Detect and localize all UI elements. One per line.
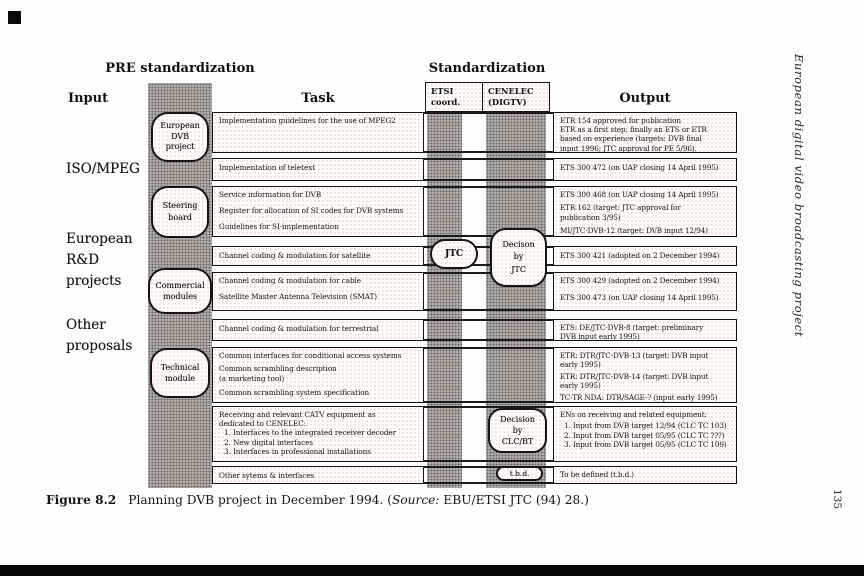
output-box-etr154: ETR 154 approved for publication ETR as a first step; finally an ETS or ETR based on experience (targets: DVB final input 1996; JTC approval for PE 5/96). [553,112,737,153]
etsi-coord-cell: ETSI coord. [426,83,483,111]
task-box-cable-smatv: Channel coding & modulation for cable Satellite Master Antenna Television (SMAT) [212,272,424,311]
standardization-columns-box [425,82,550,112]
output-box-ens-receiving: ENs on receiving and related equipment: 1. Input from DVB target 12/94 (CLC TC 103) 2. Input from DVB target 05/95 (CLC TC ???) 3. Input from DVB target 05/95 (CLC TC 109) [553,406,737,462]
connector-line [424,186,554,188]
running-head-vertical: European digital video broadcasting project [792,54,806,338]
connector-line [424,319,554,321]
scan-edge-bar [0,565,864,576]
task-box-terrestrial: Channel coding & modulation for terrestrial [212,319,424,341]
standardization-header: Standardization [428,61,546,76]
connector-line [424,460,554,462]
output-box-ets300468: ETS 300 468 (on UAP closing 14 April 1995) ETR 162 (target: JTC approval for publication 3/95) MI/JTC-DVB-12 (target: DVB input 12/94) [553,186,737,237]
cenelec-digtv-cell: CENELEC (DIGTV) [488,86,534,107]
figure-number: Figure 8.2 [46,493,117,507]
connector-line [424,339,554,341]
label-other-proposals: Other proposals [66,317,133,354]
task-box-mpeg2-guidelines: Implementation guidelines for the use of MPEG2 [212,112,424,153]
caption-text: Planning DVB project in December 1994. ( [128,493,392,507]
ellipse-technical-module: Technical module [150,348,210,398]
ellipse-commercial-modules: Commercial modules [148,268,212,314]
page-number: 135 [831,489,843,510]
label-european-rd-projects: European R&D projects [66,231,133,289]
ellipse-jtc: JTC [430,239,478,269]
ellipse-tbd: t.b.d. [496,466,543,481]
registration-mark [8,11,21,24]
connector-line [424,347,554,349]
pre-standardization-header: PRE standardization [105,61,255,76]
connector-line [424,482,554,484]
output-column-header: Output [619,91,671,106]
etsi-coord-band [427,112,462,488]
connector-line [424,309,554,311]
connector-line [424,179,554,181]
task-box-service-information: Service information for DVB Register for allocation of SI codes for DVB systems Guidelines for SI-implementation [212,186,424,237]
task-box-conditional-access: Common interfaces for conditional access systems Common scrambling description (a marketing tool) Common scrambling system specification [212,347,424,403]
output-box-dvb8: ETS: DE/JTC-DVB-8 (target: preliminary DVB input early 1995) [553,319,737,341]
figure-caption [46,493,589,507]
label-iso-mpeg: ISO/MPEG [66,161,140,177]
output-box-dvb13-14: ETR: DTR/JTC-DVB-13 (target: DVB input early 1995) ETR: DTR/JTC-DVB-14 (target: DVB input early 1995) TC-TR NDA: DTR/SAGE-? (input early 1995) [553,347,737,403]
connector-line [424,112,554,114]
connector-line [424,401,554,403]
connector-line [424,151,554,153]
connector-line [424,158,554,160]
output-box-ets300472: ETS 300 472 (on UAP closing 14 April 1995) [553,158,737,181]
caption-source-label: Source: [391,493,440,507]
output-box-ets300421: ETS 300 421 (adopted on 2 December 1994) [553,246,737,266]
ellipse-european-dvb-project: European DVB project [151,112,209,162]
ellipse-steering-board: Steering board [151,186,209,238]
task-box-other-systems: Other sytems & interfaces [212,466,424,484]
caption-source-rest: EBU/ETSI JTC (94) 28.) [439,493,589,507]
task-column-header: Task [301,91,335,106]
task-box-satellite: Channel coding & modulation for satellite [212,246,424,266]
shape-decision-by-jtc: Decison by JTC [490,228,547,287]
output-box-tbd: To be defined (t.b.d.) [553,466,737,484]
shape-decision-by-clc-bt: Decision by CLC/BT [488,408,547,453]
input-column-header: Input [68,91,109,106]
task-box-catv-equipment: Receiving and relevant CATV equipment as dedicated to CENELEC: 1. Interfaces to the integrated receiver decoder 2. New digital interfaces 3. Interfaces in professional installations [212,406,424,462]
output-box-ets300429: ETS 300 429 (adopted on 2 December 1994) ETS 300 473 (on UAP closing 14 April 1995) [553,272,737,311]
task-box-teletext: Implementation of teletext [212,158,424,181]
